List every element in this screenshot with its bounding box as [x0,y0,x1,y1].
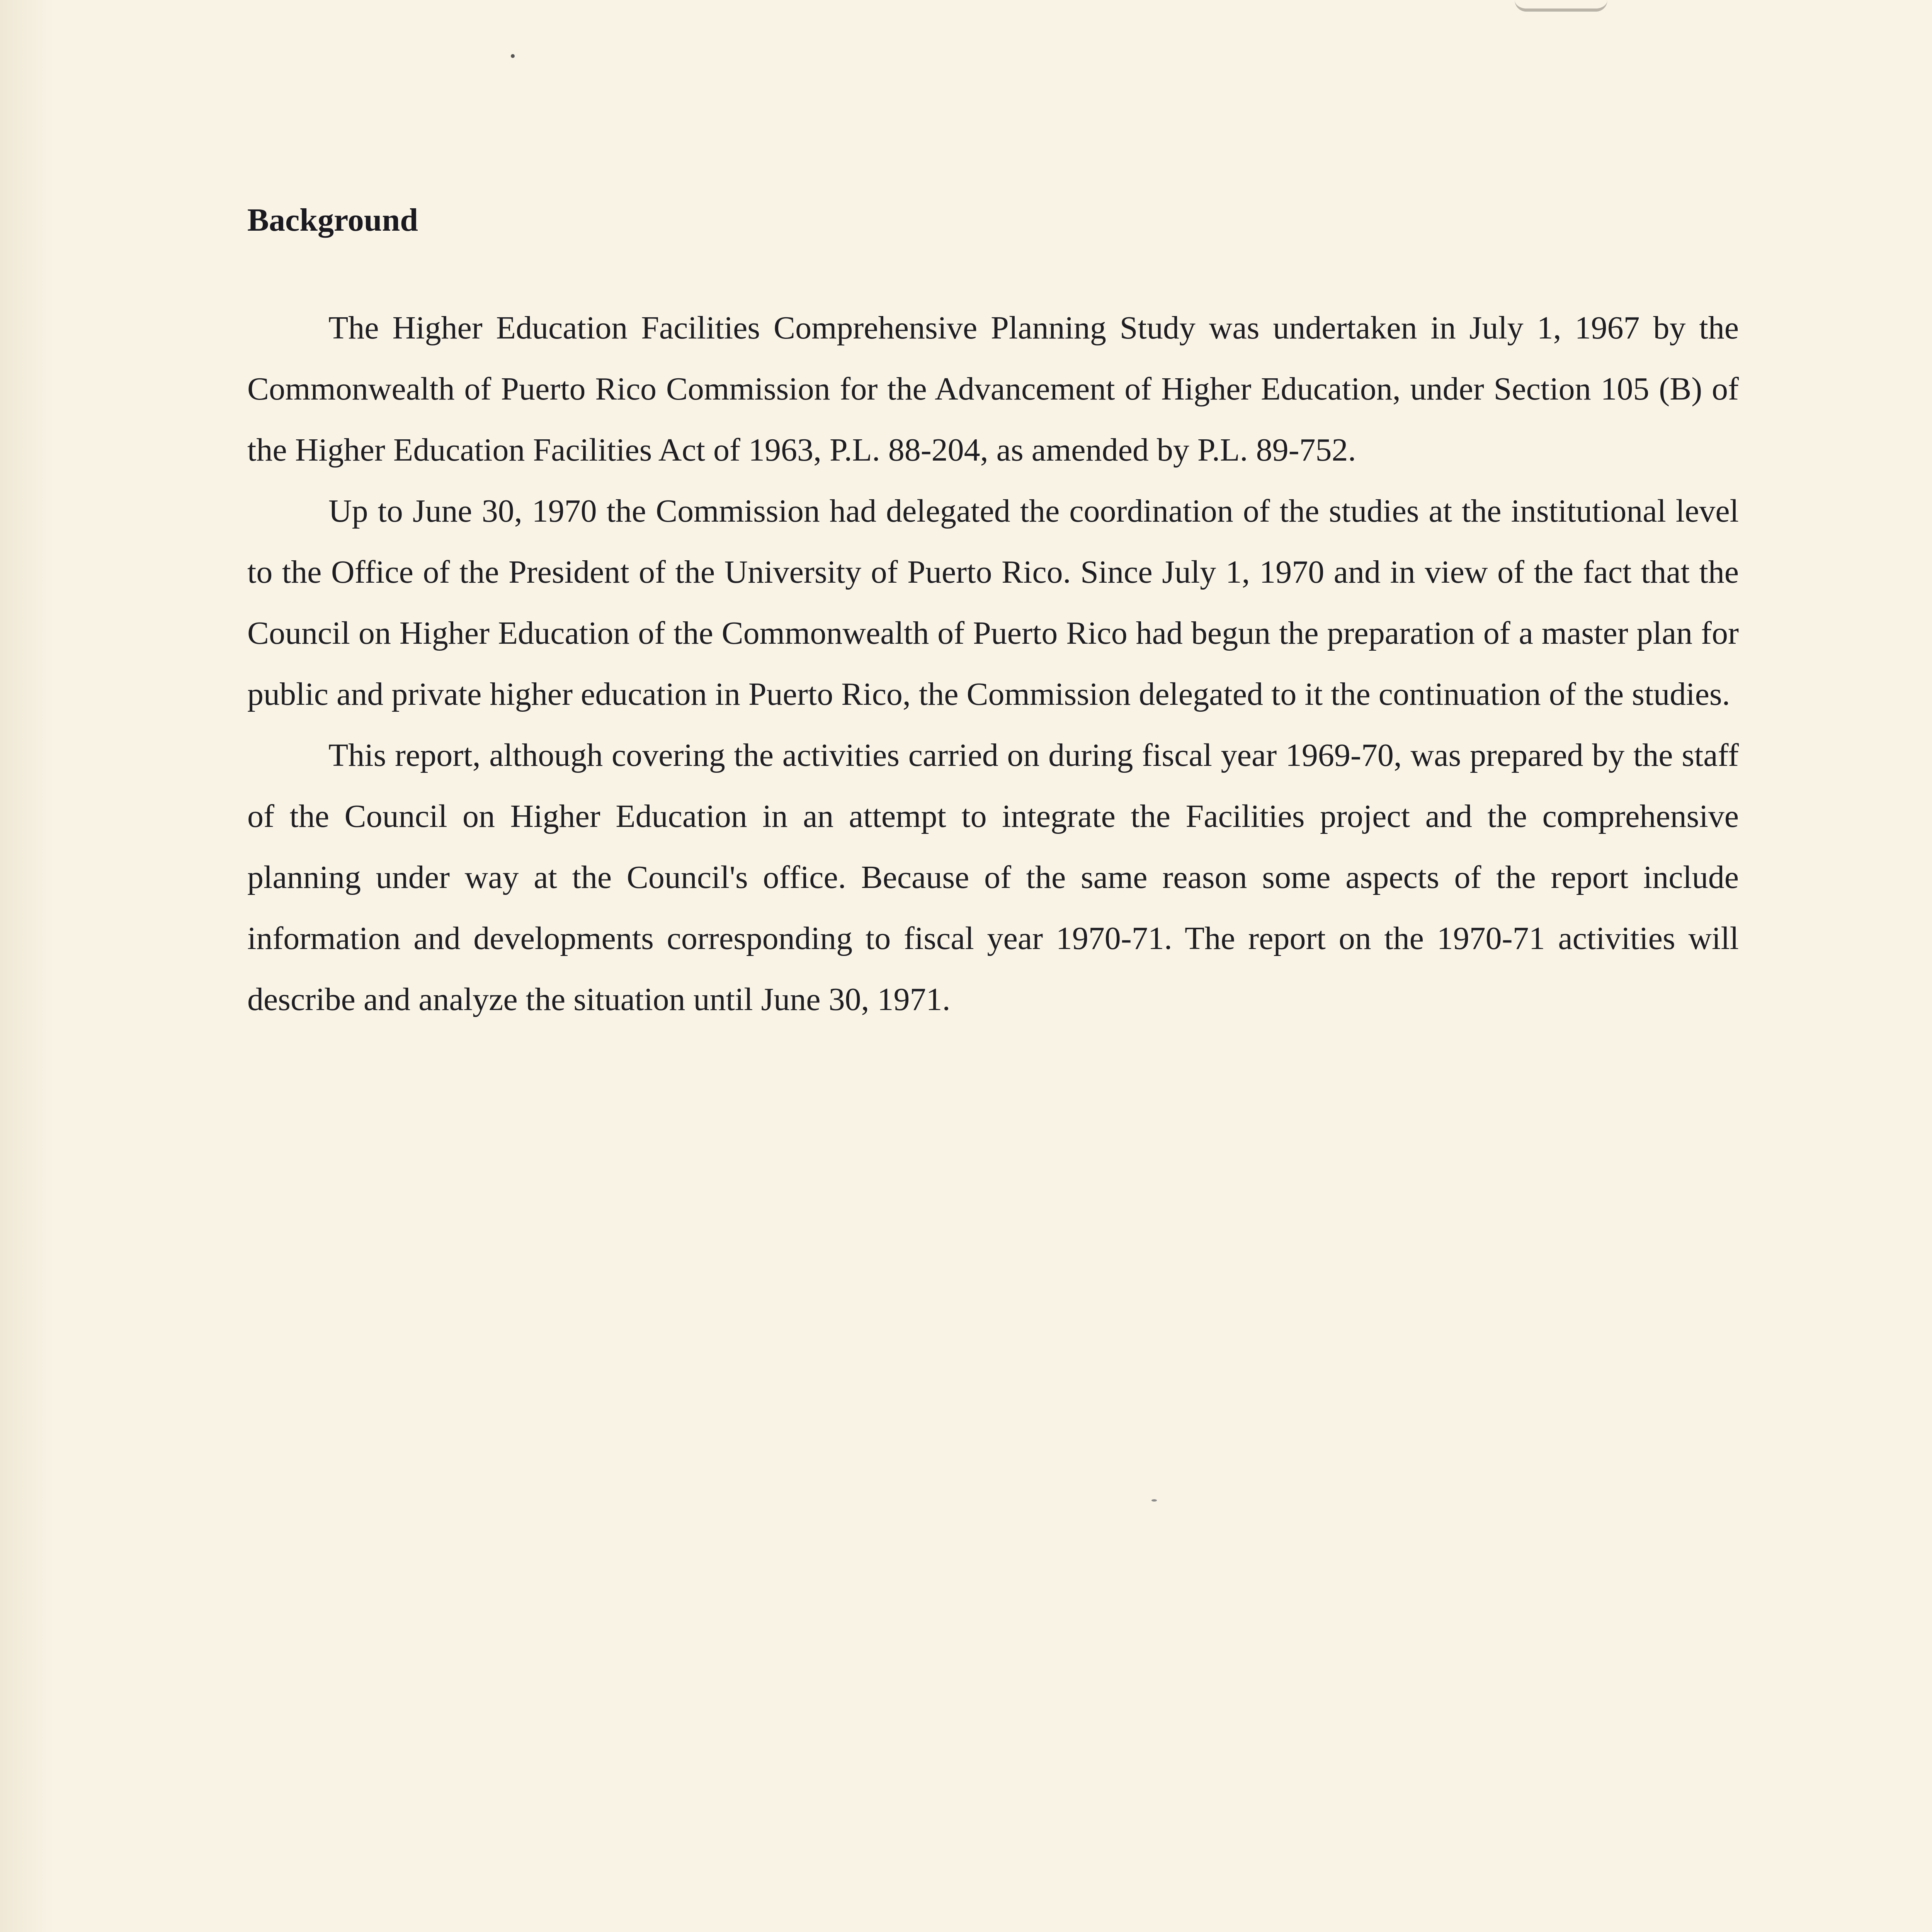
paragraph-1: The Higher Education Facilities Comprehensive Planning Study was undertaken in July 1, 1967 by the Commonwealth of Puerto Rico Commission for the Advancement of Higher Education, under Section 105 (B) of the Higher Education Facilities Act of 1963, P.L. 88-204, as amended by P.L. 89-752. [247,310,1739,468]
paragraph-2: Up to June 30, 1970 the Commission had delegated the coordination of the studies at the institutional level to the Office of the President of the University of Puerto Rico. Since July 1, 1970 and in view of the fact that the Council on Higher Education of the Commonwealth of Puerto Rico had begun the preparation of a master plan for public and private higher education in Puerto Rico, the Commission delegated to it the continuation of the studies. [247,493,1739,712]
paragraph-3: This report, although covering the activities carried on during fiscal year 1969-70, was prepared by the staff of the Council on Higher Education in an attempt to integrate the Facilities project and the comprehensive planning under way at the Council's office. Because of the same reason some aspects of the report include information and developments corresponding to fiscal year 1970-71. The report on the 1970-71 activities will describe and analyze the situation until June 30, 1971. [247,737,1739,1017]
ink-speck [1151,1499,1157,1502]
ink-speck [511,54,515,58]
document-body [247,201,1739,1030]
section-heading: Background [247,202,418,238]
paper-clip-mark [1515,0,1607,12]
